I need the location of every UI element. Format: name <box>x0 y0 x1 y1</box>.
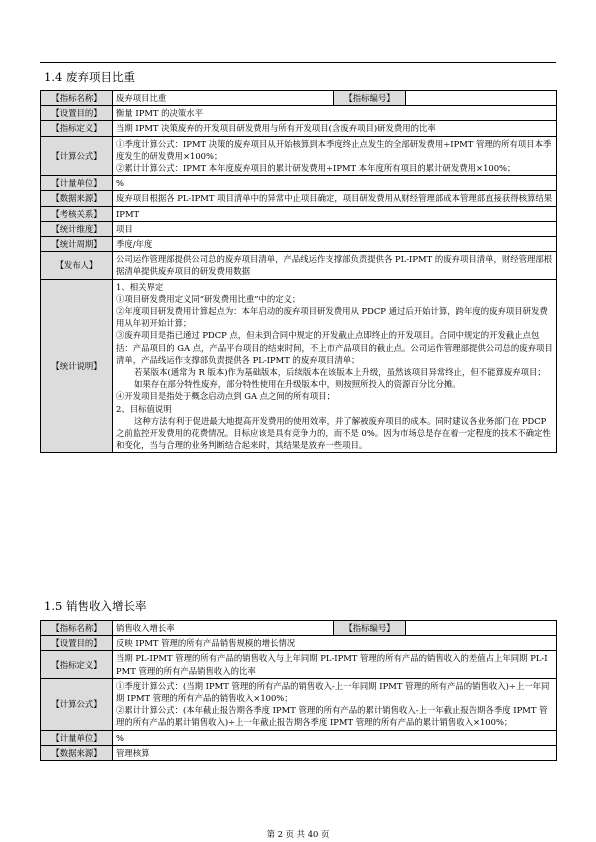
row-value <box>113 678 557 730</box>
table-row <box>41 121 557 136</box>
table-row <box>41 621 557 636</box>
row-label: 【设置目的】 <box>41 106 113 121</box>
row-label: 【计算公式】 <box>41 678 113 730</box>
row-value: 废弃项目根据各 PL-IPMT 项目清单中的异常中止项目确定，项目研发费用从财经管理部成本管理部直接获得核算结果 <box>113 191 557 206</box>
table-row <box>41 176 557 191</box>
table-row <box>41 206 557 221</box>
note-line: ①项目研发费用定义同“研发费用比重”中的定义； <box>116 293 301 304</box>
formula-line: ①季度计算公式：IPMT 决策的废弃项目从开始核算到本季度终止点发生的全部研发费用÷IPMT 管理的所有项目本季度发生的研发费用×100%； <box>116 138 552 161</box>
table-row <box>41 237 557 252</box>
row-value <box>113 279 557 453</box>
row-value: % <box>113 730 557 745</box>
row-value: 项目 <box>113 221 557 236</box>
note-line: 若某版本(通常为 R 版本)作为基础版本，后续版本在该版本上升级，虽然该项目异常终止，但不能算废弃项目； <box>134 367 546 378</box>
table-row <box>41 678 557 730</box>
row-label: 【指标名称】 <box>41 91 113 106</box>
row-label: 【指标编号】 <box>334 621 406 636</box>
row-label: 【指标定义】 <box>41 651 113 678</box>
row-value: 反映 IPMT 管理的所有产品销售规模的增长情况 <box>113 636 557 651</box>
row-label: 【数据来源】 <box>41 191 113 206</box>
row-value: 管理核算 <box>113 745 557 760</box>
table-row <box>41 636 557 651</box>
row-value: 公司运作管理部提供公司总的废弃项目清单，产品线运作支撑部负责提供各 PL-IPMT 的废弃项目清单，财经管理部根据清单提供废弃项目的研发费用数据 <box>113 252 557 279</box>
row-label: 【统计维度】 <box>41 221 113 236</box>
table-row <box>41 279 557 453</box>
table-row <box>41 730 557 745</box>
formula-line: ①季度计算公式：(当期 IPMT 管理的所有产品的销售收入-上一年同期 IPMT 管理的所有产品的销售收入)÷上一年同期 IPMT 管理的所有产品的销售收入×100%； <box>116 680 550 704</box>
row-label: 【考核关系】 <box>41 206 113 221</box>
table-row <box>41 106 557 121</box>
row-value: IPMT <box>113 206 557 221</box>
table-row <box>41 91 557 106</box>
row-label: 【计量单位】 <box>41 176 113 191</box>
table-row <box>41 191 557 206</box>
row-value <box>406 621 557 636</box>
row-value: 当期 IPMT 决策废弃的开发项目研发费用与所有开发项目(含废弃项目)研发费用的比率 <box>113 121 557 136</box>
note-line: 这种方法有利于促进最大地提高开发费用的使用效率，并了解被废弃项目的成本。同时建议各业务部门在 PDCP 之前监控开发费用的花费情况。目标应该是具有竞争力的，而不是 0%。因为市场总是存在着一定程度的技术不确定性和变化，当与合理的业务判断结合起来时，其结果是放弃一些项目。 <box>116 415 551 451</box>
table-row <box>41 745 557 760</box>
note-line: 如果存在部分特性废弃，部分特性使用在升级版本中，则按照所投入的资源百分比分摊。 <box>134 379 461 390</box>
page-footer: 第 2 页 共 40 页 <box>266 829 330 839</box>
section-title: 1.4 废弃项目比重 <box>44 70 135 84</box>
formula-line: ②累计计算公式：(本年截止报告期各季度 IPMT 管理的所有产品的累计销售收入-上一年截止报告期各季度 IPMT 管理的所有产品的累计销售收入)÷上一年截止报告期各季度 IPMT 管理的所有产品的累计销售收入×100%； <box>116 705 548 728</box>
note-line: ②年度项目研发费用计算起点为：本年启动的废弃项目研发费用从 PDCP 通过后开始计算，跨年度的废弃项目研发费用从年初开始计算； <box>116 306 548 329</box>
row-label: 【指标编号】 <box>334 91 406 106</box>
row-value <box>406 91 557 106</box>
note-line: 2、目标值说明 <box>116 403 172 414</box>
row-value: 销售收入增长率 <box>113 621 334 636</box>
note-line: 1、相关界定 <box>116 281 164 292</box>
row-label: 【指标名称】 <box>41 621 113 636</box>
table-row <box>41 221 557 236</box>
table-row <box>41 651 557 678</box>
formula-line: ②累计计算公式：IPMT 本年度废弃项目的累计研发费用÷IPMT 本年度所有项目的累计研发费用×100%； <box>116 163 516 174</box>
row-label: 【设置目的】 <box>41 636 113 651</box>
row-value: 衡量 IPMT 的决策水平 <box>113 106 557 121</box>
row-label: 【计量单位】 <box>41 730 113 745</box>
note-line: ④开发项目是指处于概念启动点到 GA 点之间的所有项目； <box>116 391 336 402</box>
row-value <box>113 136 557 176</box>
section-title: 1.5 销售收入增长率 <box>44 599 147 613</box>
row-label: 【指标定义】 <box>41 121 113 136</box>
row-value: 季度/年度 <box>113 237 557 252</box>
row-value: % <box>113 176 557 191</box>
row-value: 当期 PL-IPMT 管理的所有产品的销售收入与上年同期 PL-IPMT 管理的所有产品的销售收入的差值占上年同期 PL-IPMT 管理的所有产品销售收入的比率 <box>113 651 557 678</box>
table-row <box>41 136 557 176</box>
row-label: 【发布人】 <box>41 252 113 279</box>
note-line: ③废弃项目是指已通过 PDCP 点，但未到合同中规定的开发截止点即终止的开发项目。合同中规定的开发截止点包括：产品项目的 GA 点，产品平台项目的结束时间，不上市产品项目的截止点。公司运作管理部提供公司总的废弃项目清单，产品线运作支撑部负责提供各 PL-IPMT 的废弃项目清单； <box>116 330 553 365</box>
row-label: 【统计周期】 <box>41 237 113 252</box>
row-label: 【统计说明】 <box>41 279 113 453</box>
row-value: 废弃项目比重 <box>113 91 334 106</box>
indicator-table-sales-growth <box>40 620 557 761</box>
row-label: 【数据来源】 <box>41 745 113 760</box>
indicator-table-abandoned-projects <box>40 90 557 453</box>
row-label: 【计算公式】 <box>41 136 113 176</box>
top-rule <box>40 62 556 63</box>
table-row <box>41 252 557 279</box>
